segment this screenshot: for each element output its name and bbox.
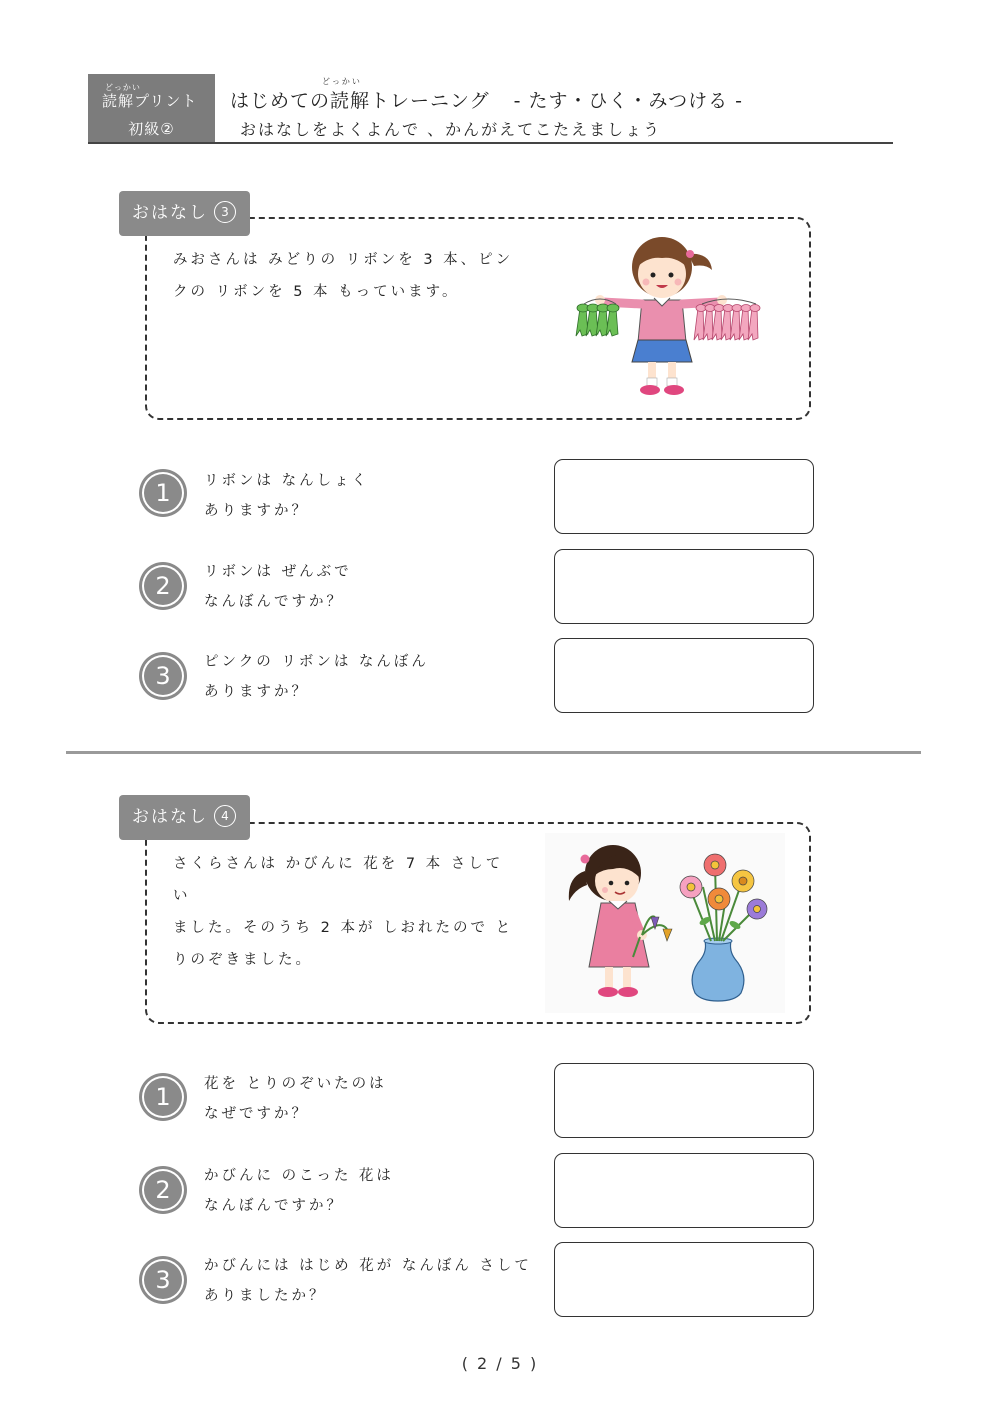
question-number-3-1: 1: [142, 472, 184, 514]
question-line: リボンは なんしょく: [204, 473, 370, 489]
question-line: ありましたか？: [204, 1288, 327, 1304]
label-line2: 初級②: [128, 120, 175, 138]
story-tab-4: [119, 795, 250, 840]
answer-box-3-1[interactable]: [554, 459, 814, 534]
answer-box-4-1[interactable]: [554, 1063, 814, 1138]
question-line: リボンは ぜんぶで: [204, 564, 352, 580]
page-number: ( 2 / 5 ): [461, 1354, 539, 1373]
section-divider: [66, 751, 921, 754]
question-text-4-1: [204, 1069, 544, 1129]
girl-with-ribbons-illustration: [570, 232, 770, 402]
label-ruby: どっかい: [105, 83, 141, 92]
title-main: はじめての読解トレーニング: [230, 90, 490, 112]
instruction-text: おはなしをよくよんで 、かんがえてこたえましょう: [240, 120, 662, 139]
question-line: なぜですか？: [204, 1106, 309, 1122]
story-line: ました。そのうち 2 本が しおれたので と: [173, 920, 514, 936]
question-line: かびんに のこった 花は: [204, 1168, 394, 1184]
header-rule: [88, 142, 893, 144]
question-text-3-2: [204, 557, 544, 617]
story-tab-label: おはなし: [132, 203, 208, 223]
story-text-4: [173, 848, 518, 976]
answer-box-3-2[interactable]: [554, 549, 814, 624]
story-tab-number: 4: [214, 805, 236, 827]
question-text-3-3: [204, 647, 544, 707]
story-line: りのぞきました。: [173, 952, 313, 968]
story-line: みおさんは みどりの リボンを 3 本、ピン: [173, 252, 514, 268]
title-ruby: どっかい: [322, 77, 362, 86]
answer-box-4-3[interactable]: [554, 1242, 814, 1317]
story-tab-3: [119, 191, 250, 236]
question-line: ピンクの リボンは なんぼん: [204, 654, 429, 670]
question-text-4-3: [204, 1251, 544, 1311]
question-number-4-1: 1: [142, 1076, 184, 1118]
story-line: さくらさんは かびんに 花を 7 本 さしてい: [173, 856, 504, 904]
question-text-4-2: [204, 1161, 544, 1221]
story-tab-label: おはなし: [132, 807, 208, 827]
title-subtitle: - たす・ひく・みつける -: [513, 90, 744, 112]
answer-box-3-3[interactable]: [554, 638, 814, 713]
story-line: クの リボンを 5 本 もっています。: [173, 284, 460, 300]
story-tab-number: 3: [214, 201, 236, 223]
question-number-3-2: 2: [142, 565, 184, 607]
question-number-4-2: 2: [142, 1169, 184, 1211]
label-line1: 読解プリント: [102, 92, 198, 110]
question-text-3-1: [204, 466, 544, 526]
question-number-4-3: 3: [142, 1259, 184, 1301]
worksheet-label: [88, 74, 215, 142]
answer-box-4-2[interactable]: [554, 1153, 814, 1228]
girl-with-flower-vase-illustration: [545, 833, 785, 1013]
question-line: かびんには はじめ 花が なんぼん さして: [204, 1258, 532, 1274]
story-text-3: [173, 244, 518, 308]
question-line: 花を とりのぞいたのは: [204, 1076, 387, 1092]
question-line: ありますか？: [204, 684, 309, 700]
question-number-3-3: 3: [142, 655, 184, 697]
page-title: [230, 86, 743, 113]
question-line: なんぼんですか？: [204, 594, 344, 610]
question-line: ありますか？: [204, 503, 309, 519]
question-line: なんぼんですか？: [204, 1198, 344, 1214]
